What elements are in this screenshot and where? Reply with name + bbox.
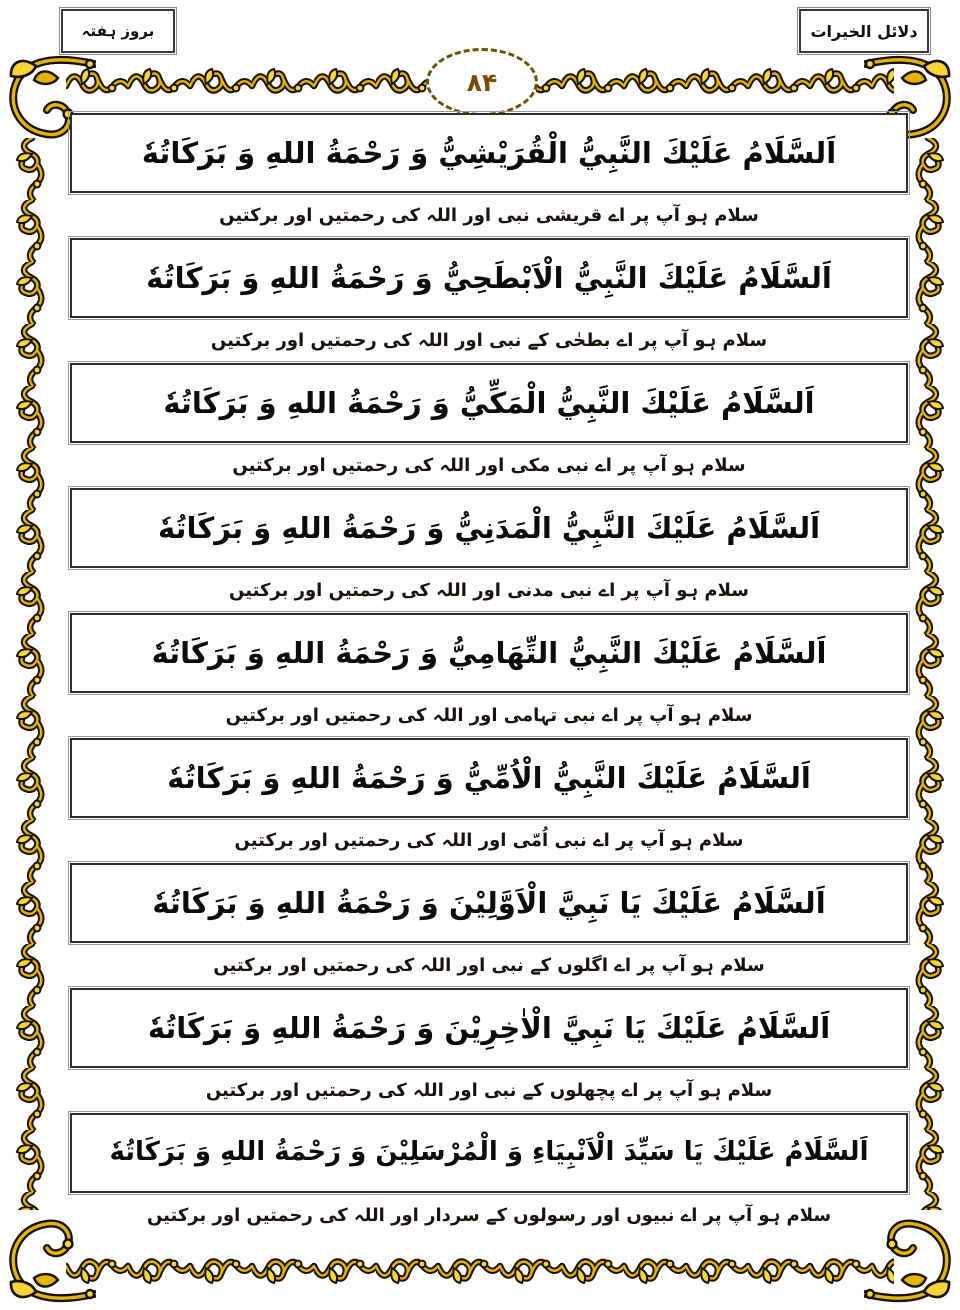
- arabic-salutation-box: [70, 988, 908, 1068]
- urdu-translation: سلام ہو آپ پر اے نبی مدنی اور اللہ کی رحمتیں اور برکتیں: [229, 580, 749, 601]
- salutation-section: [70, 863, 908, 988]
- salutations-list: [70, 113, 908, 1238]
- arabic-salutation-box: [70, 363, 908, 443]
- salutation-section: [70, 238, 908, 363]
- salutation-section: [70, 488, 908, 613]
- book-title-tab: [799, 9, 929, 53]
- arabic-salutation-text: اَلسَّلَامُ عَلَيْكَ النَّبِيُّ الْاُمِّيُّ وَ رَحْمَةُ اللهِ وَ بَرَكَاتُهٗ: [167, 760, 811, 795]
- arabic-salutation-text: اَلسَّلَامُ عَلَيْكَ النَّبِيُّ الْمَدَنِيُّ وَ رَحْمَةُ اللهِ وَ بَرَكَاتُهٗ: [157, 510, 821, 545]
- day-tab-saturday: [61, 9, 175, 53]
- page-number: ۸۴: [466, 67, 498, 97]
- salutation-section: [70, 738, 908, 863]
- arabic-salutation-text: اَلسَّلَامُ عَلَيْكَ النَّبِيُّ الْاَبْطَحِيُّ وَ رَحْمَةُ اللهِ وَ بَرَكَاتُهٗ: [146, 260, 832, 295]
- ornament-right-border: [908, 138, 950, 1210]
- urdu-translation: سلام ہو آپ پر اے نبی اُمّی اور اللہ کی رحمتیں اور برکتیں: [234, 830, 744, 851]
- urdu-translation: سلام ہو آپ پر اے نبی تہامی اور اللہ کی رحمتیں اور برکتیں: [225, 705, 753, 726]
- salutation-section: [70, 613, 908, 738]
- arabic-salutation-box: [70, 863, 908, 943]
- urdu-translation: سلام ہو آپ پر اے بطحٰی کے نبی اور اللہ کی رحمتیں اور برکتیں: [210, 330, 768, 351]
- ornament-bottom-border: [66, 1244, 894, 1292]
- page-number-cartouche: [426, 48, 538, 116]
- urdu-translation: سلام ہو آپ پر اے قریشی نبی اور اللہ کی رحمتیں اور برکتیں: [219, 205, 759, 226]
- arabic-salutation-box: [70, 488, 908, 568]
- arabic-salutation-box: [70, 613, 908, 693]
- salutation-section: [70, 1113, 908, 1238]
- urdu-translation: سلام ہو آپ پر اے نبیوں اور رسولوں کے سردار اور اللہ کی رحمتیں اور برکتیں: [146, 1205, 832, 1226]
- salutation-section: [70, 363, 908, 488]
- urdu-translation: سلام ہو آپ پر اے پچھلوں کے نبی اور اللہ کی رحمتیں اور برکتیں: [205, 1080, 773, 1101]
- urdu-translation: سلام ہو آپ پر اے اگلوں کے نبی اور اللہ کی رحمتیں اور برکتیں: [213, 955, 765, 976]
- ornament-left-border: [10, 138, 52, 1210]
- urdu-translation: سلام ہو آپ پر اے نبی مکی اور اللہ کی رحمتیں اور برکتیں: [232, 455, 746, 476]
- arabic-salutation-text: اَلسَّلَامُ عَلَيْكَ يَا سَيِّدَ الْاَنْبِيَاءِ وَ الْمُرْسَلِيْنَ وَ رَحْمَةُ اللهِ وَ بَرَكَاتُهٗ: [109, 1137, 869, 1168]
- arabic-salutation-box: [70, 738, 908, 818]
- arabic-salutation-text: اَلسَّلَامُ عَلَيْكَ يَا نَبِيَّ الْاٰخِرِيْنَ وَ رَحْمَةُ اللهِ وَ بَرَكَاتُهٗ: [147, 1010, 831, 1045]
- arabic-salutation-text: اَلسَّلَامُ عَلَيْكَ يَا نَبِيَّ الْاَوَّلِيْنَ وَ رَحْمَةُ اللهِ وَ بَرَكَاتُهٗ: [152, 885, 826, 920]
- arabic-salutation-text: اَلسَّلَامُ عَلَيْكَ النَّبِيُّ الْمَكِّيُّ وَ رَحْمَةُ اللهِ وَ بَرَكَاتُهٗ: [163, 385, 815, 420]
- day-tab-label: بروز ہفتہ: [81, 22, 155, 40]
- arabic-salutation-box: [70, 1113, 908, 1193]
- salutation-section: [70, 113, 908, 238]
- arabic-salutation-text: اَلسَّلَامُ عَلَيْكَ النَّبِيُّ الْقُرَيْشِيُّ وَ رَحْمَةُ اللهِ وَ بَرَكَاتُهٗ: [141, 135, 837, 170]
- arabic-salutation-box: [70, 113, 908, 193]
- arabic-salutation-text: اَلسَّلَامُ عَلَيْكَ النَّبِيُّ التِّهَامِيُّ وَ رَحْمَةُ اللهِ وَ بَرَكَاتُهٗ: [151, 635, 827, 670]
- arabic-salutation-box: [70, 238, 908, 318]
- salutation-section: [70, 988, 908, 1113]
- book-title-label: دلائل الخیرات: [810, 21, 918, 41]
